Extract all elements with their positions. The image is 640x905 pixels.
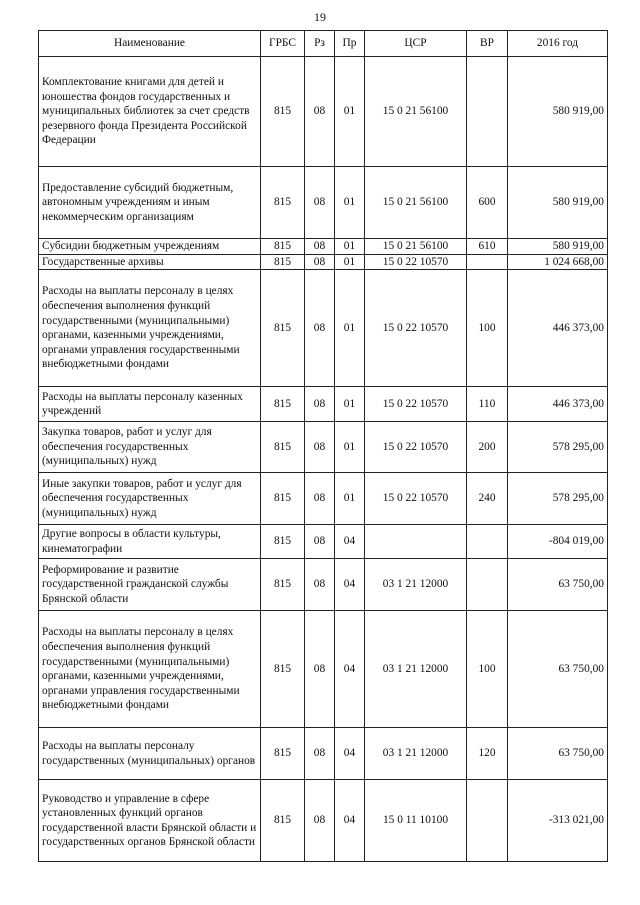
row-amount: 63 750,00 — [508, 559, 608, 611]
row-grbs: 815 — [261, 611, 305, 728]
row-rz: 08 — [305, 611, 335, 728]
row-pr: 01 — [335, 422, 365, 473]
row-grbs: 815 — [261, 239, 305, 255]
row-amount: 446 373,00 — [508, 270, 608, 387]
row-amount: 580 919,00 — [508, 239, 608, 255]
row-rz: 08 — [305, 525, 335, 559]
row-pr: 04 — [335, 559, 365, 611]
row-name: Руководство и управление в сфере установленных функций органов государственной власти Брянской области и государственных органов Брянской области — [39, 780, 261, 862]
row-grbs: 815 — [261, 780, 305, 862]
table-row — [39, 254, 608, 270]
table-row — [39, 57, 608, 167]
table-row — [39, 780, 608, 862]
row-grbs: 815 — [261, 422, 305, 473]
row-grbs: 815 — [261, 525, 305, 559]
row-grbs: 815 — [261, 387, 305, 422]
row-csr: 15 0 22 10570 — [365, 422, 467, 473]
row-pr: 04 — [335, 611, 365, 728]
row-name: Иные закупки товаров, работ и услуг для обеспечения государственных (муниципальных) нужд — [39, 473, 261, 525]
row-amount: 578 295,00 — [508, 473, 608, 525]
row-vr — [467, 780, 508, 862]
row-rz: 08 — [305, 239, 335, 255]
row-grbs: 815 — [261, 167, 305, 239]
row-amount: -804 019,00 — [508, 525, 608, 559]
row-csr: 15 0 11 10100 — [365, 780, 467, 862]
budget-table — [38, 30, 608, 862]
table-row — [39, 167, 608, 239]
row-grbs: 815 — [261, 254, 305, 270]
row-name: Другие вопросы в области культуры, кинематографии — [39, 525, 261, 559]
table-row — [39, 473, 608, 525]
table-row — [39, 611, 608, 728]
row-csr — [365, 525, 467, 559]
row-pr: 04 — [335, 525, 365, 559]
row-name: Реформирование и развитие государственной гражданской службы Брянской области — [39, 559, 261, 611]
row-amount: -313 021,00 — [508, 780, 608, 862]
row-amount: 63 750,00 — [508, 611, 608, 728]
row-name: Предоставление субсидий бюджетным, автономным учреждениям и иным некоммерческим организациям — [39, 167, 261, 239]
row-amount: 580 919,00 — [508, 167, 608, 239]
row-vr: 110 — [467, 387, 508, 422]
row-grbs: 815 — [261, 270, 305, 387]
row-vr: 600 — [467, 167, 508, 239]
row-amount: 63 750,00 — [508, 728, 608, 780]
row-amount: 578 295,00 — [508, 422, 608, 473]
table-row — [39, 422, 608, 473]
row-csr: 03 1 21 12000 — [365, 728, 467, 780]
header-pr: Пр — [335, 31, 365, 57]
row-pr: 01 — [335, 473, 365, 525]
row-grbs: 815 — [261, 559, 305, 611]
header-amount: 2016 год — [508, 31, 608, 57]
row-name: Закупка товаров, работ и услуг для обеспечения государственных (муниципальных) нужд — [39, 422, 261, 473]
row-csr: 15 0 22 10570 — [365, 387, 467, 422]
table-row — [39, 270, 608, 387]
row-name: Расходы на выплаты персоналу в целях обеспечения выполнения функций государственными (муниципальными) органами, казенными учреждениями, органами управления государственными внебюджетными фондами — [39, 270, 261, 387]
table-row — [39, 728, 608, 780]
row-rz: 08 — [305, 728, 335, 780]
table-row — [39, 387, 608, 422]
row-rz: 08 — [305, 270, 335, 387]
header-csr: ЦСР — [365, 31, 467, 57]
row-name: Субсидии бюджетным учреждениям — [39, 239, 261, 255]
row-pr: 04 — [335, 728, 365, 780]
row-grbs: 815 — [261, 57, 305, 167]
header-name: Наименование — [39, 31, 261, 57]
row-pr: 01 — [335, 239, 365, 255]
row-name: Расходы на выплаты персоналу в целях обеспечения выполнения функций государственными (муниципальными) органами, казенными учреждениями, органами управления государственными внебюджетными фондами — [39, 611, 261, 728]
row-csr: 15 0 22 10570 — [365, 473, 467, 525]
row-csr: 15 0 21 56100 — [365, 57, 467, 167]
row-csr: 15 0 22 10570 — [365, 254, 467, 270]
row-csr: 15 0 22 10570 — [365, 270, 467, 387]
header-vr: ВР — [467, 31, 508, 57]
row-rz: 08 — [305, 422, 335, 473]
row-vr — [467, 254, 508, 270]
row-amount: 580 919,00 — [508, 57, 608, 167]
table-row — [39, 525, 608, 559]
header-row — [39, 31, 608, 57]
row-amount: 1 024 668,00 — [508, 254, 608, 270]
row-vr: 610 — [467, 239, 508, 255]
row-vr — [467, 57, 508, 167]
row-csr: 03 1 21 12000 — [365, 611, 467, 728]
row-vr: 120 — [467, 728, 508, 780]
row-csr: 03 1 21 12000 — [365, 559, 467, 611]
header-rz: Рз — [305, 31, 335, 57]
row-name: Государственные архивы — [39, 254, 261, 270]
row-pr: 01 — [335, 167, 365, 239]
row-amount: 446 373,00 — [508, 387, 608, 422]
row-pr: 01 — [335, 57, 365, 167]
row-rz: 08 — [305, 473, 335, 525]
row-pr: 01 — [335, 254, 365, 270]
page-number: 19 — [314, 10, 326, 24]
row-vr: 240 — [467, 473, 508, 525]
row-vr — [467, 525, 508, 559]
row-grbs: 815 — [261, 728, 305, 780]
row-pr: 01 — [335, 387, 365, 422]
row-rz: 08 — [305, 167, 335, 239]
row-rz: 08 — [305, 57, 335, 167]
header-grbs: ГРБС — [261, 31, 305, 57]
row-name: Расходы на выплаты персоналу государственных (муниципальных) органов — [39, 728, 261, 780]
row-vr: 200 — [467, 422, 508, 473]
row-rz: 08 — [305, 387, 335, 422]
row-csr: 15 0 21 56100 — [365, 239, 467, 255]
table-row — [39, 559, 608, 611]
row-vr: 100 — [467, 611, 508, 728]
row-grbs: 815 — [261, 473, 305, 525]
row-name: Комплектование книгами для детей и юношества фондов государственных и муниципальных библиотек за счет средств резервного фонда Президента Российской Федерации — [39, 57, 261, 167]
row-csr: 15 0 21 56100 — [365, 167, 467, 239]
row-pr: 01 — [335, 270, 365, 387]
row-rz: 08 — [305, 559, 335, 611]
row-pr: 04 — [335, 780, 365, 862]
row-rz: 08 — [305, 780, 335, 862]
row-rz: 08 — [305, 254, 335, 270]
table-row — [39, 239, 608, 255]
row-name: Расходы на выплаты персоналу казенных учреждений — [39, 387, 261, 422]
row-vr — [467, 559, 508, 611]
row-vr: 100 — [467, 270, 508, 387]
